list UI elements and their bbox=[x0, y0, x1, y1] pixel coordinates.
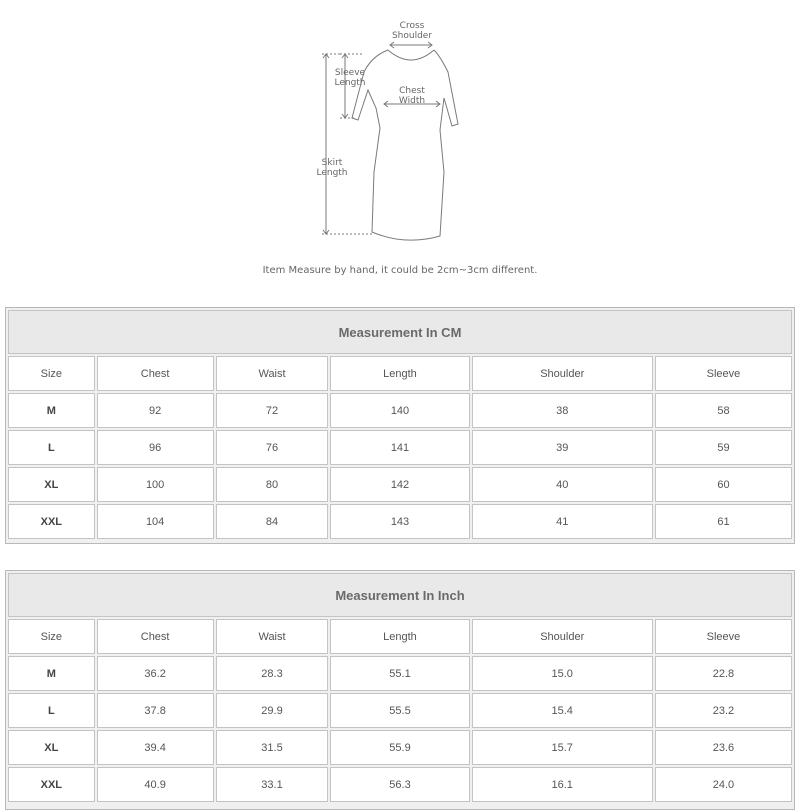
table-row bbox=[8, 730, 792, 765]
value-cell: 15.4 bbox=[472, 693, 653, 728]
value-cell: 33.1 bbox=[216, 767, 329, 802]
value-cell: 36.2 bbox=[97, 656, 214, 691]
header-cell: Length bbox=[330, 619, 469, 654]
skirt-length-label-line2: Length bbox=[316, 168, 348, 178]
chest-width-label-line2: Width bbox=[398, 96, 426, 106]
value-cell: 80 bbox=[216, 467, 329, 502]
value-cell: 38 bbox=[472, 393, 653, 428]
value-cell: 60 bbox=[655, 467, 792, 502]
header-cell: Waist bbox=[216, 619, 329, 654]
value-cell: 59 bbox=[655, 430, 792, 465]
value-cell: 92 bbox=[97, 393, 214, 428]
size-cell: XXL bbox=[8, 767, 95, 802]
value-cell: 55.9 bbox=[330, 730, 469, 765]
measurement-inch-table bbox=[5, 570, 795, 810]
size-cell: M bbox=[8, 393, 95, 428]
value-cell: 40.9 bbox=[97, 767, 214, 802]
table-row bbox=[8, 467, 792, 502]
chest-width-label bbox=[390, 86, 434, 106]
value-cell: 72 bbox=[216, 393, 329, 428]
skirt-length-label-line1: Skirt bbox=[321, 158, 343, 168]
measurement-cm-table bbox=[5, 307, 795, 544]
header-cell: Length bbox=[330, 356, 469, 391]
header-cell: Waist bbox=[216, 356, 329, 391]
table-row bbox=[8, 430, 792, 465]
sleeve-length-label bbox=[330, 68, 370, 88]
value-cell: 104 bbox=[97, 504, 214, 539]
cross-shoulder-label-line2: Shoulder bbox=[391, 31, 433, 41]
header-cell: Size bbox=[8, 619, 95, 654]
table-title: Measurement In Inch bbox=[8, 573, 792, 617]
value-cell: 61 bbox=[655, 504, 792, 539]
value-cell: 23.2 bbox=[655, 693, 792, 728]
sleeve-length-label-line1: Sleeve bbox=[334, 68, 366, 78]
value-cell: 96 bbox=[97, 430, 214, 465]
size-cell: L bbox=[8, 693, 95, 728]
table-row bbox=[8, 393, 792, 428]
table-row bbox=[8, 656, 792, 691]
value-cell: 142 bbox=[330, 467, 469, 502]
value-cell: 37.8 bbox=[97, 693, 214, 728]
value-cell: 28.3 bbox=[216, 656, 329, 691]
measure-note: Item Measure by hand, it could be 2cm~3cm different. bbox=[262, 265, 538, 276]
value-cell: 31.5 bbox=[216, 730, 329, 765]
value-cell: 16.1 bbox=[472, 767, 653, 802]
size-diagram bbox=[0, 0, 800, 300]
value-cell: 39 bbox=[472, 430, 653, 465]
chest-width-label-line1: Chest bbox=[399, 86, 425, 96]
header-cell: Chest bbox=[97, 356, 214, 391]
sleeve-length-label-line2: Length bbox=[334, 78, 366, 88]
cross-shoulder-label-line1: Cross bbox=[399, 21, 425, 31]
table-header-row bbox=[8, 619, 792, 654]
value-cell: 29.9 bbox=[216, 693, 329, 728]
size-cell: M bbox=[8, 656, 95, 691]
skirt-length-label bbox=[312, 158, 352, 178]
value-cell: 141 bbox=[330, 430, 469, 465]
value-cell: 143 bbox=[330, 504, 469, 539]
header-cell: Sleeve bbox=[655, 356, 792, 391]
table-row bbox=[8, 767, 792, 802]
size-cell: XL bbox=[8, 467, 95, 502]
value-cell: 22.8 bbox=[655, 656, 792, 691]
size-cell: L bbox=[8, 430, 95, 465]
value-cell: 56.3 bbox=[330, 767, 469, 802]
cross-shoulder-label bbox=[384, 21, 440, 41]
value-cell: 40 bbox=[472, 467, 653, 502]
header-cell: Size bbox=[8, 356, 95, 391]
value-cell: 100 bbox=[97, 467, 214, 502]
value-cell: 84 bbox=[216, 504, 329, 539]
value-cell: 24.0 bbox=[655, 767, 792, 802]
header-cell: Chest bbox=[97, 619, 214, 654]
value-cell: 41 bbox=[472, 504, 653, 539]
value-cell: 55.5 bbox=[330, 693, 469, 728]
table-row bbox=[8, 693, 792, 728]
table-row bbox=[8, 504, 792, 539]
header-cell: Shoulder bbox=[472, 356, 653, 391]
value-cell: 140 bbox=[330, 393, 469, 428]
value-cell: 55.1 bbox=[330, 656, 469, 691]
table-title: Measurement In CM bbox=[8, 310, 792, 354]
value-cell: 39.4 bbox=[97, 730, 214, 765]
value-cell: 58 bbox=[655, 393, 792, 428]
header-cell: Shoulder bbox=[472, 619, 653, 654]
table-header-row bbox=[8, 356, 792, 391]
size-cell: XXL bbox=[8, 504, 95, 539]
header-cell: Sleeve bbox=[655, 619, 792, 654]
size-cell: XL bbox=[8, 730, 95, 765]
value-cell: 15.0 bbox=[472, 656, 653, 691]
value-cell: 23.6 bbox=[655, 730, 792, 765]
value-cell: 15.7 bbox=[472, 730, 653, 765]
value-cell: 76 bbox=[216, 430, 329, 465]
